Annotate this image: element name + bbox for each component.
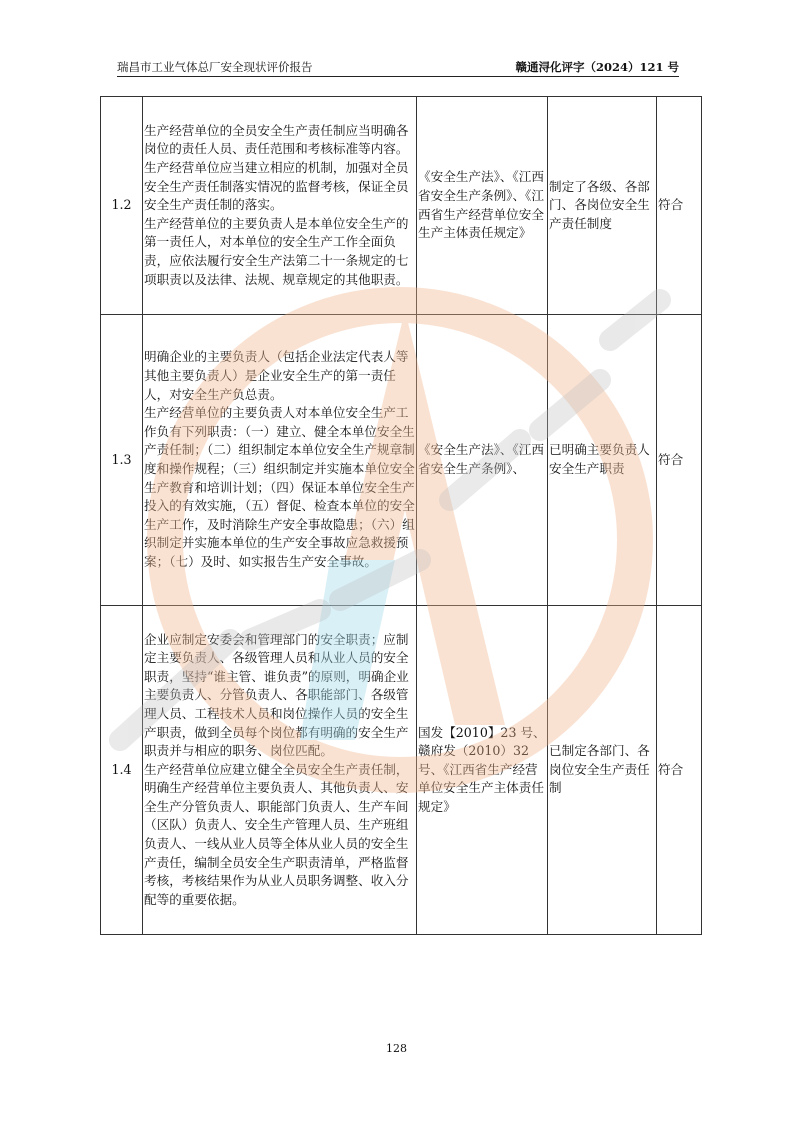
report-number: 赣通浔化评字（2024）121 号	[515, 60, 679, 74]
report-title: 瑞昌市工业气体总厂安全现状评价报告	[117, 60, 313, 74]
result-cell: 符合	[657, 315, 702, 606]
requirement-text: 生产经营单位的主要负责人对本单位安全生产工作负有下列职责：（一）建立、健全本单位安全生产责任制；（二）组织制定本单位安全生产规章制度和操作规程；（三）组织制定并实施本单位安全生产教育和培训计划；（四）保证本单位安全生产投入的有效实施，（五）督促、检查本单位的安全生产工作，及时消除生产安全事故隐患；（六）组织制定并实施本单位的生产安全事故应急救援预案；（七）及时、如实报告生产安全事故。	[144, 405, 415, 569]
status-cell: 已制定各部门、各岗位安全生产责任制	[548, 606, 657, 935]
requirement-text: 明确企业的主要负责人（包括企业法定代表人等其他主要负责人）是企业安全生产的第一责任人，对安全生产负总责。	[144, 349, 409, 402]
requirement-cell	[143, 97, 417, 315]
requirement-cell	[143, 315, 417, 606]
result-cell: 符合	[657, 97, 702, 315]
requirement-text: 生产经营单位的全员安全生产责任制应当明确各岗位的责任人员、责任范围和考核标准等内容。	[144, 122, 409, 157]
result-cell: 符合	[657, 606, 702, 935]
requirement-text: 企业应制定安委会和管理部门的安全职责；应制定主要负责人、各级管理人员和从业人员的安全职责，坚持“谁主管、谁负责”的原则，明确企业主要负责人、分管负责人、各职能部门、各级管理人员、工程技术人员和岗位操作人员的安全生产职责，做到全员每个岗位都有明确的安全生产职责并与相应的职务、岗位匹配。	[144, 631, 409, 759]
page-number: 128	[386, 1042, 407, 1055]
page-header	[117, 58, 679, 77]
table-row	[101, 315, 702, 606]
basis-cell: 国发【2010】23 号、赣府发（2010）32 号、《江西省生产经营单位安全生产主体责任规定》	[417, 606, 548, 935]
requirement-text: 生产经营单位应当建立相应的机制，加强对全员安全生产责任制落实情况的监督考核，保证全员安全生产责任制的落实。	[144, 160, 409, 213]
basis-cell: 《安全生产法》、《江西省安全生产条例》、	[417, 315, 548, 606]
requirement-text: 生产经营单位应建立健全全员安全生产责任制，明确生产经营单位主要负责人、其他负责人、安全生产分管负责人、职能部门负责人、生产车间（区队）负责人、安全生产管理人员、生产班组负责人、一线从业人员等全体从业人员的安全生产责任，编制全员安全生产职责清单，严格监督考核，考核结果作为从业人员职务调整、收入分配等的重要依据。	[144, 761, 409, 907]
evaluation-table	[100, 96, 702, 935]
requirement-text: 生产经营单位的主要负责人是本单位安全生产的第一责任人，对本单位的安全生产工作全面负责，应依法履行安全生产法第二十一条规定的七项职责以及法律、法规、规章规定的其他职责。	[144, 215, 409, 287]
status-cell: 已明确主要负责人安全生产职责	[548, 315, 657, 606]
basis-cell: 《安全生产法》、《江西省安全生产条例》、《江西省生产经营单位安全生产主体责任规定》	[417, 97, 548, 315]
row-index: 1.3	[101, 315, 143, 606]
row-index: 1.2	[101, 97, 143, 315]
table-row	[101, 97, 702, 315]
row-index: 1.4	[101, 606, 143, 935]
status-cell: 制定了各级、各部门、各岗位安全生产责任制度	[548, 97, 657, 315]
requirement-cell	[143, 606, 417, 935]
table-row	[101, 606, 702, 935]
